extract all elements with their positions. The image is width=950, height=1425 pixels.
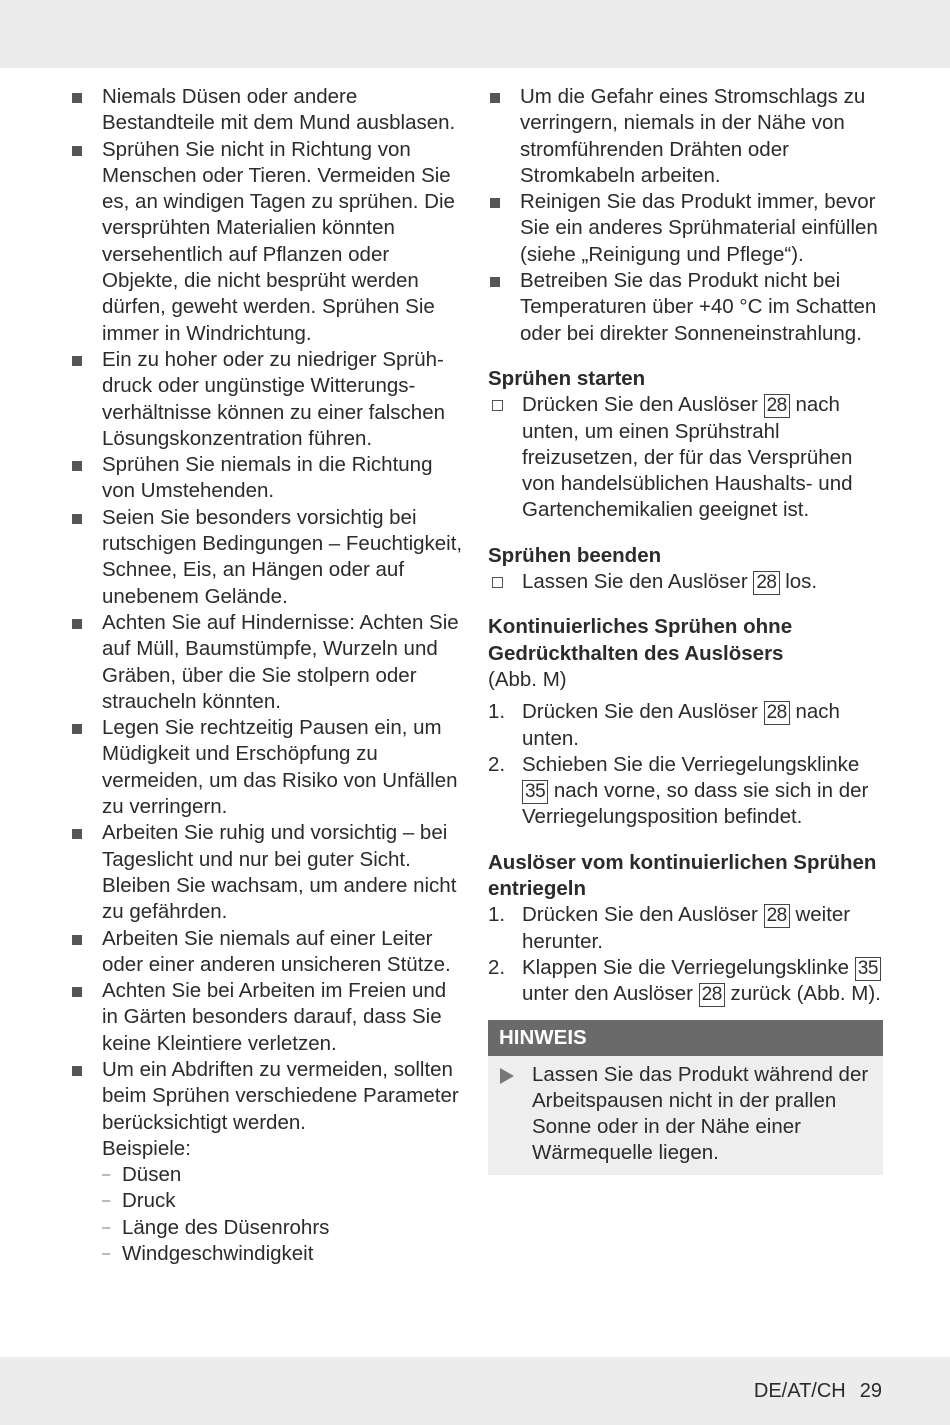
square-bullet-icon <box>72 146 82 156</box>
square-bullet-icon <box>72 987 82 997</box>
list-item: Um die Gefahr eines Stromschlags zu verringern, niemals in der Nähe von stromführenden Drähten oder Stromkabeln arbeiten. <box>488 84 883 189</box>
section-spray-stop <box>488 543 883 596</box>
step-item: 1. Drücken Sie den Auslöser 28 weiter herunter. <box>488 903 851 953</box>
step-item: 2. Schieben Sie die Verriegelungsklinke 35 nach vorne, so dass sie sich in der Verriegelungsposition befindet. <box>488 752 869 829</box>
list-item: Betreiben Sie das Produkt nicht bei Temperaturen über +40 °C im Schatten oder bei direkter Sonneneinstrahlung. <box>488 268 883 347</box>
section-heading: Auslöser vom kontinuierlichen Sprühen entriegeln <box>488 850 877 901</box>
page-footer <box>754 1380 882 1403</box>
header-band <box>0 0 950 68</box>
section-heading: Kontinuierliches Sprühen ohne Gedrückthalten des Auslösers <box>488 615 793 665</box>
section-heading: Sprühen beenden <box>488 543 662 567</box>
triangle-arrow-icon <box>500 1068 514 1084</box>
part-reference: 28 <box>764 904 790 928</box>
part-reference: 28 <box>764 394 790 418</box>
part-reference: 28 <box>753 571 779 595</box>
square-bullet-icon <box>72 724 82 734</box>
right-column <box>488 84 883 1175</box>
section-spray-start <box>488 366 883 524</box>
numbered-steps <box>488 699 883 830</box>
numbered-steps <box>488 902 883 1007</box>
list-item: Achten Sie auf Hindernisse: Achten Sie auf Müll, Baumstümpfe, Wurzeln und Gräben, über die Sie stolpern oder straucheln könnten. <box>70 610 465 715</box>
list-item: Sprühen Sie nicht in Richtung von Menschen oder Tieren. Vermeiden Sie es, an windigen Tagen zu sprühen. Die versprühten Materialien könnten versehentlich auf Pflanzen oder Objekte, die nicht besprüht werden dürfen, geweht werden. Sprühen Sie immer in Windrichtung. <box>70 137 465 347</box>
list-item: Achten Sie bei Arbeiten im Freien und in Gärten besonders darauf, dass Sie keine Kleintiere verletzen. <box>70 978 465 1057</box>
list-item: Ein zu hoher oder zu niedriger Sprühdruck oder ungünstige Witterungsverhältnisse können zu einer falschen Lösungskonzentration führen. <box>70 347 465 452</box>
dash-bullet-icon: – <box>102 1245 111 1263</box>
locale-label: DE/AT/CH <box>753 1380 846 1402</box>
list-item: Um ein Abdriften zu vermeiden, sollten beim Sprühen verschiedene Parameter berücksichtigt werden. Beispiele: – Düsen – Druck – Länge des Düsenrohrs – Windgeschwindigkeit <box>70 1057 465 1267</box>
list-item: Arbeiten Sie niemals auf einer Leiter oder einer anderen unsicheren Stütze. <box>70 926 465 979</box>
step-item: 1. Drücken Sie den Auslöser 28 nach unten. <box>488 700 840 750</box>
step-item: Drücken Sie den Auslöser 28 nach unten, um einen Sprühstrahl freizusetzen, der für das Versprühen von handelsüblichen Haushalts- und Gartenchemikalien geeignet ist. <box>488 392 883 523</box>
dash-bullet-icon: – <box>102 1166 111 1184</box>
list-item: Sprühen Sie niemals in die Richtung von Umstehenden. <box>70 452 465 505</box>
dash-bullet-icon: – <box>102 1192 111 1210</box>
square-bullet-icon <box>72 619 82 629</box>
section-subheading: (Abb. M) <box>488 667 567 691</box>
step-item: 2. Klappen Sie die Verriegelungsklinke 35 unter den Auslöser 28 zurück (Abb. M). <box>488 955 881 1006</box>
parameter-sublist <box>102 1162 465 1267</box>
list-item: Seien Sie besonders vorsichtig bei rutschigen Bedingungen – Feuchtigkeit, Schnee, Eis, an Hängen oder auf unebenem Gelände. <box>70 505 465 610</box>
square-bullet-icon <box>72 1066 82 1076</box>
list-item: Arbeiten Sie ruhig und vorsichtig – bei Tageslicht und nur bei guter Sicht. Bleiben Sie wachsam, um andere nicht zu gefährden. <box>70 820 465 925</box>
square-bullet-icon <box>72 514 82 524</box>
note-title: HINWEIS <box>488 1020 883 1056</box>
part-reference: 28 <box>699 983 725 1007</box>
section-unlock-trigger <box>488 850 883 1008</box>
square-bullet-icon <box>72 935 82 945</box>
sub-list-item: – Druck <box>102 1188 465 1214</box>
square-bullet-icon <box>72 93 82 103</box>
note-box <box>488 1020 883 1175</box>
sub-list-item: – Windgeschwindigkeit <box>102 1241 465 1267</box>
part-reference: 35 <box>522 780 548 804</box>
sub-list-item: – Länge des Düsenrohrs <box>102 1215 465 1241</box>
part-reference: 35 <box>855 957 881 981</box>
note-text: Lassen Sie das Produkt während der Arbeitspausen nicht in der prallen Sonne oder in der Nähe einer Wärmequelle liegen. <box>532 1062 869 1165</box>
section-heading: Sprühen starten <box>488 366 646 390</box>
sub-list-item: – Düsen <box>102 1162 465 1188</box>
square-bullet-icon <box>72 829 82 839</box>
part-reference: 28 <box>764 701 790 725</box>
square-bullet-icon <box>72 461 82 471</box>
checkbox-bullet-icon <box>492 400 503 411</box>
left-column <box>70 84 465 1267</box>
step-list <box>488 392 883 523</box>
step-list <box>488 569 883 595</box>
page-number: 29 <box>859 1380 882 1402</box>
list-item: Legen Sie rechtzeitig Pausen ein, um Müdigkeit und Erschöpfung zu vermeiden, um das Risiko von Unfällen zu verringern. <box>70 715 465 820</box>
step-item: Lassen Sie den Auslöser 28 los. <box>488 569 883 595</box>
safety-bullet-list-right <box>488 84 883 347</box>
section-continuous-spray <box>488 614 883 830</box>
list-item: Niemals Düsen oder andere Bestandteile mit dem Mund ausblasen. <box>70 84 465 137</box>
dash-bullet-icon: – <box>102 1218 111 1236</box>
square-bullet-icon <box>490 277 500 287</box>
square-bullet-icon <box>72 356 82 366</box>
checkbox-bullet-icon <box>492 577 503 588</box>
square-bullet-icon <box>490 93 500 103</box>
examples-label: Beispiele: <box>102 1136 191 1160</box>
square-bullet-icon <box>490 198 500 208</box>
safety-bullet-list <box>70 84 465 1267</box>
list-item: Reinigen Sie das Produkt immer, bevor Sie ein anderes Sprühmaterial einfüllen (siehe „Reinigung und Pflege“). <box>488 189 883 268</box>
note-body <box>488 1056 883 1175</box>
